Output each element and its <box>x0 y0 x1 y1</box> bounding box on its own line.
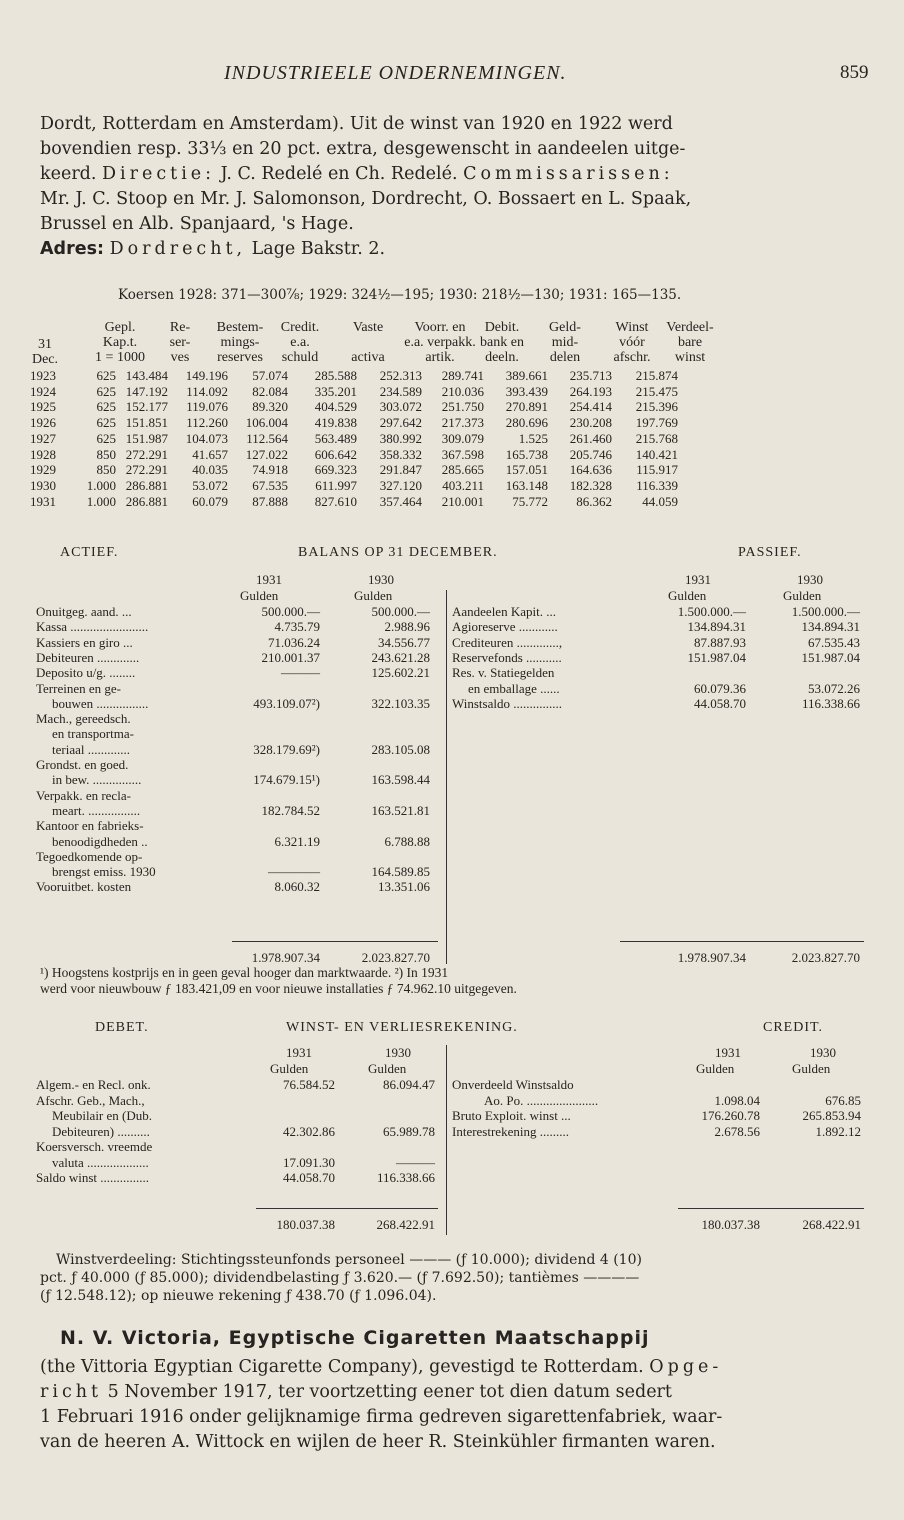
credit-value-1931: 1.098.04 <box>714 1092 760 1108</box>
actief-label: Kantoor en fabrieks- <box>36 818 144 834</box>
stats-year: 1929 <box>30 462 56 478</box>
actief-label: en transportma- <box>52 726 134 742</box>
stats-cell: 254.414 <box>569 399 612 415</box>
stats-header-4-0: Credit. <box>280 320 320 335</box>
actief-value-1931: 493.109.07²) <box>253 695 320 711</box>
actief-value-1931: 210.001.37 <box>261 649 320 665</box>
debet-label: Saldo winst ............... <box>36 1170 150 1185</box>
passief-label: Winstsaldo ............... <box>452 695 562 711</box>
stats-cell: 358.332 <box>379 446 422 462</box>
stats-cell: 115.917 <box>636 462 678 478</box>
stats-cell: 53.072 <box>192 477 228 493</box>
stats-year: 1930 <box>30 477 56 493</box>
debet-label: Afschr. Geb., Mach., <box>36 1092 145 1108</box>
commissarissen-label: Commissarissen: <box>463 164 674 184</box>
directie-label: Directie: <box>102 164 216 184</box>
stats-cell: 827.610 <box>314 493 357 509</box>
actief-label: Grondst. en goed. <box>36 757 129 772</box>
stats-cell: 40.035 <box>192 462 228 478</box>
stats-header-8-2: delen <box>549 350 581 365</box>
stats-cell: 41.657 <box>192 446 228 462</box>
debet-label: Meubilair en (Dub. <box>52 1108 153 1123</box>
stats-cell: 625 <box>96 430 116 446</box>
passief-total-1930: 2.023.827.70 <box>791 950 860 965</box>
stats-year: 1924 <box>30 383 56 399</box>
page-number: 859 <box>840 62 869 83</box>
company-line-1 <box>40 1355 722 1379</box>
stats-cell: 57.074 <box>252 368 288 383</box>
verdeeling-line-3: (ƒ 12.548.12); op nieuwe rekening ƒ 438.70 (ƒ 1.096.04). <box>40 1288 437 1304</box>
winst-divider <box>446 1045 447 1235</box>
debet-value-1930: 86.094.47 <box>383 1077 435 1092</box>
credit-value-1931: 2.678.56 <box>714 1123 760 1139</box>
stats-cell: 89.320 <box>252 399 288 415</box>
passief-label: Agioreserve ............ <box>452 619 558 635</box>
stats-header-5-1: activa <box>351 350 385 365</box>
credit-value-1930: 676.85 <box>825 1092 861 1108</box>
stats-cell: 357.464 <box>379 493 422 509</box>
balans-footnote-1: ¹) Hoogstens kostprijs en in geen geval hooger dan marktwaarde. ²) In 1931 <box>40 965 449 980</box>
actief-label: Vooruitbet. kosten <box>36 879 132 895</box>
actief-value-1931: 328.179.69²) <box>253 741 320 757</box>
actief-total-rule <box>232 941 438 942</box>
stats-header-0-1: Dec. <box>31 352 59 367</box>
debet-value-1930: 65.989.78 <box>383 1123 435 1139</box>
stats-cell: 234.589 <box>379 383 422 399</box>
stats-header-4-2: schuld <box>281 350 319 365</box>
stats-header-2-0: Re- <box>169 320 191 335</box>
stats-cell: 215.475 <box>635 383 678 399</box>
actief-value-1930: 125.602.21 <box>371 665 430 681</box>
actief-label: Onuitgeg. aand. ... <box>36 604 132 619</box>
passief-label: Res. v. Statiegelden <box>452 665 555 681</box>
stats-cell: 625 <box>96 415 116 431</box>
stats-cell: 44.059 <box>642 493 678 509</box>
intro-line-3 <box>40 162 674 186</box>
stats-header-2-1: ser- <box>169 335 191 350</box>
stats-cell: 151.987 <box>125 430 168 446</box>
passief-title: PASSIEF. <box>738 545 802 560</box>
stats-cell: 163.148 <box>505 477 548 493</box>
actief-label: benoodigdheden .. <box>52 833 148 849</box>
stats-cell: 1.000 <box>86 493 116 509</box>
actief-value-1930: 283.105.08 <box>371 741 430 757</box>
actief-value-1931: 500.000.— <box>261 604 320 619</box>
passief-currency-1: Gulden <box>668 588 707 603</box>
commissarissen-line-1: Mr. J. C. Stoop en Mr. J. Salomonson, Dordrecht, O. Bossaert en L. Spaak, <box>40 189 692 209</box>
debet-label: Debiteuren) .......... <box>52 1123 150 1139</box>
actief-value-1930: 34.556.77 <box>378 634 430 650</box>
debet-total-1931: 180.037.38 <box>276 1217 335 1232</box>
stats-cell: 157.051 <box>505 462 548 478</box>
directie-value: J. C. Redelé en Ch. Redelé. <box>220 164 458 184</box>
credit-year-2: 1930 <box>810 1045 836 1060</box>
actief-label: Kassiers en giro ... <box>36 634 133 650</box>
credit-label: Ao. Po. ...................... <box>484 1092 599 1108</box>
stats-cell: 165.738 <box>505 446 548 462</box>
stats-cell: 393.439 <box>505 383 548 399</box>
actief-value-1930: 6.788.88 <box>384 833 430 849</box>
passief-total-1931: 1.978.907.34 <box>677 950 746 965</box>
stats-cell: 625 <box>96 383 116 399</box>
actief-value-1931: 174.679.15¹) <box>253 772 320 788</box>
passief-year-2: 1930 <box>797 572 823 587</box>
opgericht-label-2: richt <box>40 1382 103 1402</box>
stats-header-8-1: mid- <box>551 335 579 350</box>
stats-cell: 182.328 <box>569 477 612 493</box>
stats-cell: 850 <box>96 462 116 478</box>
winst-currency-2: Gulden <box>368 1061 407 1076</box>
credit-currency-2: Gulden <box>792 1061 831 1076</box>
stats-cell: 87.888 <box>252 493 288 509</box>
actief-label: Deposito u/g. ........ <box>36 665 136 681</box>
stats-cell: 147.192 <box>125 383 168 399</box>
actief-label: Verpakk. en recla- <box>36 787 131 803</box>
intro-keerd: keerd. <box>40 164 97 184</box>
stats-cell: 86.362 <box>576 493 612 509</box>
stats-cell: 114.092 <box>186 383 228 399</box>
stats-cell: 74.918 <box>252 462 288 478</box>
stats-cell: 164.636 <box>569 462 612 478</box>
actief-label: Debiteuren ............. <box>36 649 140 665</box>
stats-cell: 327.120 <box>379 477 422 493</box>
stats-cell: 215.768 <box>635 430 678 446</box>
balans-year-1: 1931 <box>256 572 282 587</box>
actief-value-1930: 500.000.— <box>371 604 430 619</box>
stats-cell: 82.084 <box>252 383 288 399</box>
stats-cell: 403.211 <box>442 477 484 493</box>
stats-cell: 625 <box>96 399 116 415</box>
stats-year: 1931 <box>30 493 56 509</box>
credit-total-rule <box>678 1208 864 1209</box>
credit-label: Bruto Exploit. winst ... <box>452 1108 571 1123</box>
stats-year: 1926 <box>30 415 56 431</box>
balans-currency-1: Gulden <box>240 588 279 603</box>
stats-cell: 850 <box>96 446 116 462</box>
balans-divider <box>446 590 447 964</box>
passief-label: Crediteuren ............., <box>452 634 563 650</box>
stats-cell: 215.874 <box>635 368 678 383</box>
debet-label: valuta ................... <box>52 1154 149 1170</box>
stats-cell: 270.891 <box>505 399 548 415</box>
stats-header-4-1: e.a. <box>290 335 310 350</box>
credit-label: Interestrekening ......... <box>452 1123 569 1139</box>
actief-label: brengst emiss. 1930 <box>52 864 156 880</box>
credit-title: CREDIT. <box>763 1020 824 1035</box>
actief-value-1931: ———— <box>268 864 320 880</box>
stats-header-9-0: Winst <box>615 320 649 335</box>
winst-year-2: 1930 <box>385 1045 411 1060</box>
stats-cell: 380.992 <box>379 430 422 446</box>
stats-cell: 140.421 <box>635 446 678 462</box>
actief-total-1930: 2.023.827.70 <box>361 950 430 965</box>
stats-cell: 112.564 <box>246 430 288 446</box>
intro-line-1: Dordt, Rotterdam en Amsterdam). Uit de winst van 1920 en 1922 werd <box>40 114 673 134</box>
debet-label: Koersversch. vreemde <box>36 1139 153 1154</box>
stats-header-1-2: 1 = 1000 <box>95 350 145 365</box>
stats-cell: 235.713 <box>569 368 612 383</box>
actief-value-1930: 2.988.96 <box>384 619 430 635</box>
actief-value-1931: 182.784.52 <box>261 802 320 818</box>
stats-cell: 264.193 <box>569 383 612 399</box>
adres-city: Dordrecht, <box>109 239 247 259</box>
stats-header-1-1: Kap.t. <box>102 335 138 350</box>
stats-cell: 272.291 <box>125 446 168 462</box>
company-line-1-text: (the Vittoria Egyptian Cigarette Company), gevestigd te Rotterdam. <box>40 1357 644 1377</box>
winst-year-1: 1931 <box>286 1045 312 1060</box>
actief-label: Tegoedkomende op- <box>36 848 143 864</box>
adres-label: Adres: <box>40 239 104 259</box>
passief-value-1931: 44.058.70 <box>694 695 746 711</box>
actief-label: Kassa ........................ <box>36 619 149 635</box>
stats-cell: 291.847 <box>379 462 422 478</box>
stats-year: 1928 <box>30 446 56 462</box>
stats-year: 1925 <box>30 399 56 415</box>
stats-cell: 67.535 <box>252 477 288 493</box>
credit-label: Onverdeeld Winstsaldo <box>452 1077 574 1092</box>
winst-currency-1: Gulden <box>270 1061 309 1076</box>
stats-cell: 217.373 <box>441 415 484 431</box>
stats-cell: 404.529 <box>314 399 357 415</box>
stats-year: 1927 <box>30 430 56 446</box>
stats-header-0-0: 31 <box>38 337 52 352</box>
opgericht-label-1: Opge- <box>649 1357 723 1377</box>
stats-year: 1923 <box>30 368 56 383</box>
passief-value-1930: 67.535.43 <box>808 634 860 650</box>
credit-value-1931: 176.260.78 <box>701 1108 760 1123</box>
stats-cell: 285.588 <box>314 368 357 383</box>
debet-label: Algem.- en Recl. onk. <box>36 1077 151 1092</box>
verdeeling-line-1: Winstverdeeling: Stichtingssteunfonds personeel ——— (ƒ 10.000); dividend 4 (10) <box>56 1252 642 1268</box>
stats-header-10-1: bare <box>677 335 703 350</box>
stats-header-10-2: winst <box>674 350 706 365</box>
balans-title: BALANS OP 31 DECEMBER. <box>298 545 498 560</box>
passief-value-1930: 134.894.31 <box>801 619 860 635</box>
actief-value-1931: ——— <box>281 665 320 681</box>
stats-header-2-2: ves <box>170 350 190 365</box>
stats-cell: 251.750 <box>441 399 484 415</box>
debet-total-1930: 268.422.91 <box>376 1217 435 1232</box>
stats-cell: 625 <box>96 368 116 383</box>
stats-cell: 1.000 <box>86 477 116 493</box>
stats-cell: 143.484 <box>125 368 168 383</box>
actief-value-1931: 8.060.32 <box>274 879 320 895</box>
debet-title: DEBET. <box>95 1020 149 1035</box>
debet-value-1931: 44.058.70 <box>283 1170 335 1185</box>
stats-cell: 230.208 <box>569 415 612 431</box>
stats-cell: 149.196 <box>185 368 228 383</box>
stats-header-3-1: mings- <box>220 335 260 350</box>
company-line-2 <box>40 1380 672 1404</box>
passief-value-1930: 1.500.000.— <box>791 604 860 619</box>
stats-header-3-2: reserves <box>217 350 263 365</box>
stats-cell: 286.881 <box>125 493 168 509</box>
stats-header-6-1: e.a. verpakk. <box>404 335 476 350</box>
stats-cell: 563.489 <box>314 430 357 446</box>
passief-value-1931: 60.079.36 <box>694 680 746 696</box>
balans-currency-2: Gulden <box>354 588 393 603</box>
company-line-2-text: 5 November 1917, ter voortzetting eener tot dien datum sedert <box>107 1382 672 1402</box>
stats-cell: 286.881 <box>125 477 168 493</box>
stats-header-5-0: Vaste <box>352 320 384 335</box>
actief-value-1931: 4.735.79 <box>274 619 320 635</box>
stats-cell: 280.696 <box>505 415 548 431</box>
passief-value-1931: 134.894.31 <box>687 619 746 635</box>
stats-header-10-0: Verdeel- <box>666 320 714 335</box>
actief-label: meart. ................ <box>52 802 141 818</box>
debet-value-1931: 17.091.30 <box>283 1154 335 1170</box>
stats-cell: 215.396 <box>635 399 678 415</box>
passief-label: en emballage ...... <box>468 680 560 696</box>
actief-value-1930: 322.103.35 <box>371 695 430 711</box>
actief-label: Mach., gereedsch. <box>36 711 131 727</box>
credit-total-1931: 180.037.38 <box>701 1217 760 1232</box>
actief-value-1931: 6.321.19 <box>274 833 320 849</box>
stats-header-7-0: Debit. <box>484 320 520 335</box>
actief-value-1931: 71.036.24 <box>268 634 320 650</box>
stats-cell: 389.661 <box>505 368 548 383</box>
stats-header-6-2: artik. <box>425 350 455 365</box>
actief-label: teriaal ............. <box>52 741 130 757</box>
stats-cell: 367.598 <box>441 446 484 462</box>
credit-currency-1: Gulden <box>696 1061 735 1076</box>
stats-header-6-0: Voorr. en <box>414 320 466 335</box>
passief-total-rule <box>620 941 864 942</box>
credit-value-1930: 1.892.12 <box>815 1123 861 1139</box>
intro-line-2: bovendien resp. 33⅓ en 20 pct. extra, desgewenscht in aandeelen uitge- <box>40 139 686 159</box>
stats-cell: 127.022 <box>245 446 288 462</box>
actief-label: in bew. ............... <box>52 772 142 788</box>
passief-year-1: 1931 <box>685 572 711 587</box>
adres-line <box>40 237 385 261</box>
stats-cell: 611.997 <box>315 477 357 493</box>
actief-value-1930: 164.589.85 <box>371 864 430 880</box>
company-line-3: 1 Februari 1916 onder gelijknamige firma gedreven sigarettenfabriek, waar- <box>40 1407 723 1427</box>
stats-cell: 272.291 <box>125 462 168 478</box>
debet-value-1931: 76.584.52 <box>283 1077 335 1092</box>
stats-cell: 303.072 <box>379 399 422 415</box>
stats-cell: 1.525 <box>518 430 548 446</box>
stats-cell: 309.079 <box>441 430 484 446</box>
actief-label: bouwen ................ <box>52 695 149 711</box>
passief-value-1931: 87.887.93 <box>694 634 746 650</box>
actief-value-1930: 163.598.44 <box>371 772 430 788</box>
debet-value-1931: 42.302.86 <box>283 1123 335 1139</box>
stats-cell: 285.665 <box>441 462 484 478</box>
stats-cell: 151.851 <box>125 415 168 431</box>
running-header: INDUSTRIEELE ONDERNEMINGEN. <box>224 62 567 84</box>
stats-cell: 104.073 <box>185 430 228 446</box>
passief-value-1930: 116.338.66 <box>801 695 860 711</box>
stats-cell: 210.001 <box>441 493 484 509</box>
actief-title: ACTIEF. <box>60 545 119 560</box>
stats-cell: 75.772 <box>512 493 548 509</box>
credit-year-1: 1931 <box>715 1045 741 1060</box>
stats-header-9-1: vóór <box>619 335 645 350</box>
stats-cell: 119.076 <box>186 399 228 415</box>
stats-header-1-0: Gepl. <box>104 320 136 335</box>
koersen: Koersen 1928: 371—300⅞; 1929: 324½—195; 1930: 218½—130; 1931: 165—135. <box>118 287 682 303</box>
company-title: N. V. Victoria, Egyptische Cigaretten Maatschappij <box>60 1327 650 1349</box>
passief-label: Reservefonds ........... <box>452 649 562 665</box>
stats-cell: 289.741 <box>441 368 484 383</box>
verdeeling-line-2: pct. ƒ 40.000 (ƒ 85.000); dividendbelasting ƒ 3.620.— (ƒ 7.692.50); tantièmes ———— <box>40 1270 640 1286</box>
stats-cell: 210.036 <box>441 383 484 399</box>
debet-value-1930: ——— <box>396 1154 435 1170</box>
stats-header-9-2: afschr. <box>613 350 651 365</box>
stats-header-8-0: Geld- <box>549 320 581 335</box>
passief-label: Aandeelen Kapit. ... <box>452 604 556 619</box>
stats-cell: 112.260 <box>186 415 228 431</box>
passief-value-1931: 151.987.04 <box>687 649 746 665</box>
stats-cell: 419.838 <box>314 415 357 431</box>
passief-currency-2: Gulden <box>783 588 822 603</box>
stats-cell: 335.201 <box>314 383 357 399</box>
actief-value-1930: 13.351.06 <box>378 879 430 895</box>
stats-cell: 60.079 <box>192 493 228 509</box>
stats-header-3-0: Bestem- <box>216 320 264 335</box>
debet-total-rule <box>256 1208 438 1209</box>
commissarissen-line-2: Brussel en Alb. Spanjaard, 's Hage. <box>40 214 354 234</box>
company-line-4: van de heeren A. Wittock en wijlen de heer R. Steinkühler firmanten waren. <box>40 1432 716 1452</box>
stats-cell: 152.177 <box>125 399 168 415</box>
actief-value-1930: 163.521.81 <box>371 802 430 818</box>
winst-title: WINST- EN VERLIESREKENING. <box>286 1020 518 1035</box>
stats-cell: 606.642 <box>314 446 357 462</box>
stats-cell: 669.323 <box>314 462 357 478</box>
stats-cell: 116.339 <box>636 477 678 493</box>
stats-header-7-1: bank en <box>480 335 524 350</box>
actief-label: Terreinen en ge- <box>36 680 121 696</box>
stats-header-7-2: deeln. <box>485 350 519 365</box>
adres-street: Lage Bakstr. 2. <box>251 239 386 259</box>
balans-footnote-2: werd voor nieuwbouw ƒ 183.421,09 en voor nieuwe installaties ƒ 74.962.10 uitgegeven. <box>40 981 517 996</box>
stats-cell: 205.746 <box>569 446 612 462</box>
credit-value-1930: 265.853.94 <box>802 1108 861 1123</box>
passief-value-1930: 53.072.26 <box>808 680 860 696</box>
balans-year-2: 1930 <box>368 572 394 587</box>
stats-cell: 261.460 <box>569 430 612 446</box>
stats-cell: 297.642 <box>379 415 422 431</box>
stats-cell: 197.769 <box>635 415 678 431</box>
passief-value-1931: 1.500.000.— <box>677 604 746 619</box>
stats-cell: 252.313 <box>379 368 422 383</box>
actief-total-1931: 1.978.907.34 <box>251 950 320 965</box>
stats-cell: 106.004 <box>245 415 288 431</box>
passief-value-1930: 151.987.04 <box>801 649 860 665</box>
credit-total-1930: 268.422.91 <box>802 1217 861 1232</box>
actief-value-1930: 243.621.28 <box>371 649 430 665</box>
debet-value-1930: 116.338.66 <box>376 1170 435 1185</box>
